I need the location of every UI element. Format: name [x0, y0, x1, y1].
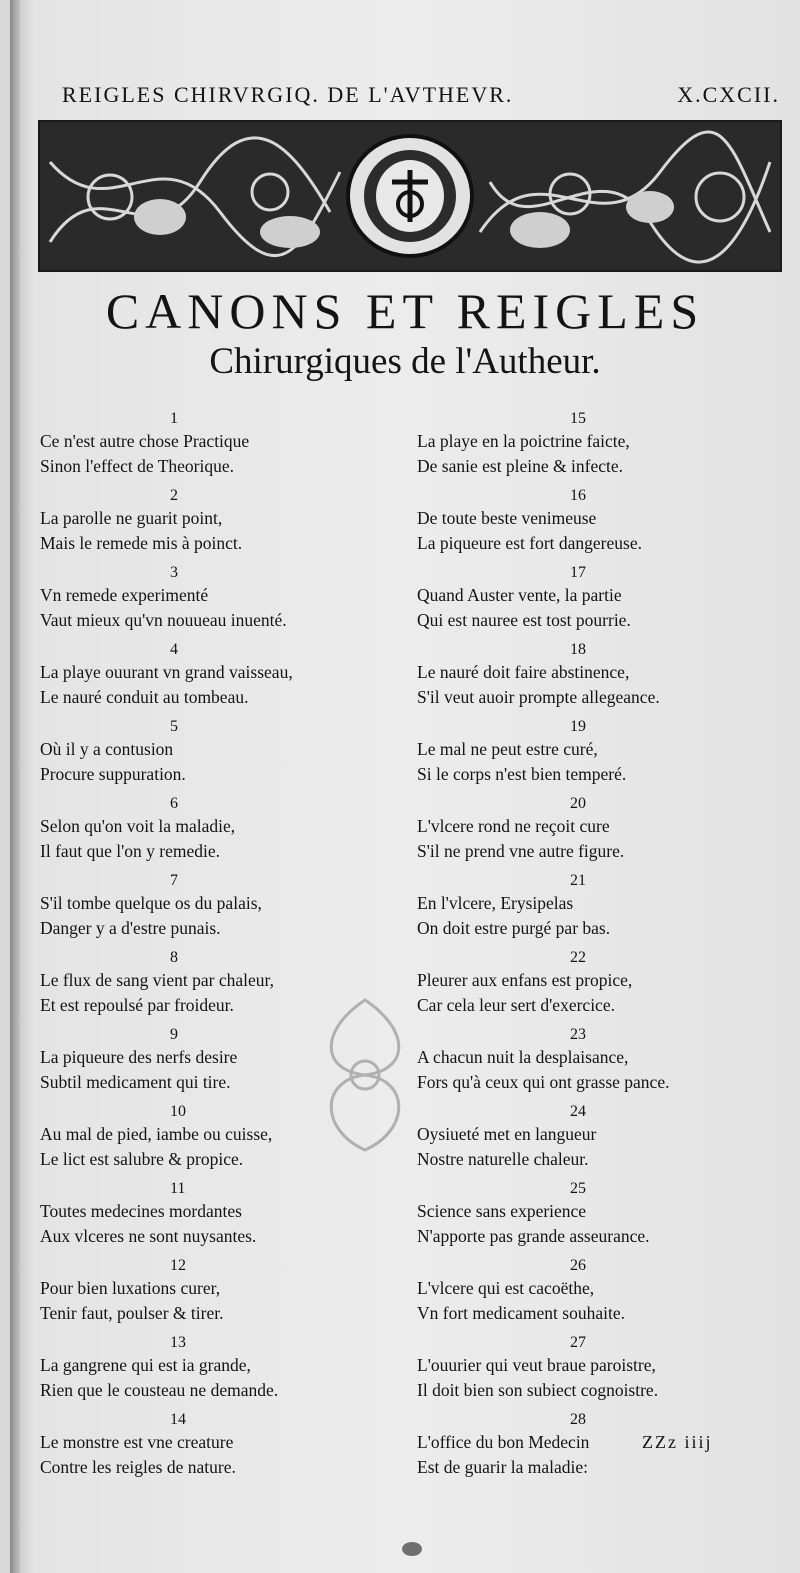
canon-number: 13 — [170, 1334, 186, 1351]
decorative-headpiece — [38, 120, 782, 272]
canon-line: Si le corps n'est bien temperé. — [417, 764, 627, 784]
canon-number: 24 — [570, 1103, 586, 1120]
signature-mark: ZZz iiij — [642, 1432, 713, 1452]
canon-number: 27 — [570, 1334, 586, 1351]
canon-line: Le nauré doit faire abstinence, — [417, 662, 630, 682]
canon-line: Selon qu'on voit la maladie, — [40, 816, 236, 836]
canon-line: De sanie est pleine & infecte. — [417, 456, 624, 476]
canon-number: 3 — [170, 564, 178, 581]
canon-line: Le nauré conduit au tombeau. — [40, 687, 249, 707]
canon-entry — [405, 869, 785, 946]
canon-line: N'apporte pas grande asseurance. — [417, 1226, 650, 1246]
canon-line: Le mal ne peut estre curé, — [417, 739, 598, 759]
canon-number: 14 — [170, 1411, 186, 1428]
canon-line: S'il tombe quelque os du palais, — [40, 893, 262, 913]
canon-entry — [405, 1331, 785, 1408]
canon-entry — [405, 638, 785, 715]
canon-line: Pour bien luxations curer, — [40, 1278, 221, 1298]
canon-entry — [40, 1408, 390, 1485]
canon-number: 11 — [170, 1180, 186, 1197]
canon-line: Sinon l'effect de Theorique. — [40, 456, 234, 476]
canon-line: Qui est nauree est tost pourrie. — [417, 610, 631, 630]
canon-number: 21 — [570, 872, 586, 889]
canon-line: Oysiueté met en langueur — [417, 1124, 597, 1144]
book-page — [10, 0, 800, 1573]
canon-line: Aux vlceres ne sont nuysantes. — [40, 1226, 257, 1246]
canon-number: 25 — [570, 1180, 586, 1197]
canon-line: Le lict est salubre & propice. — [40, 1149, 244, 1169]
canon-line: Tenir faut, poulser & tirer. — [40, 1303, 224, 1323]
canon-line: Subtil medicament qui tire. — [40, 1072, 231, 1092]
canon-number: 28 — [570, 1411, 586, 1428]
canon-entry — [405, 1408, 785, 1485]
canon-entry — [40, 1177, 390, 1254]
canon-line: Il doit bien son subiect cognoistre. — [417, 1380, 659, 1400]
canon-line: Vn remede experimenté — [40, 585, 209, 605]
canon-number: 8 — [170, 949, 178, 966]
canon-number: 17 — [570, 564, 586, 581]
canon-number: 20 — [570, 795, 586, 812]
page-subtitle: Chirurgiques de l'Autheur. — [209, 341, 601, 382]
canon-entry — [405, 1023, 785, 1100]
canon-entry — [40, 946, 390, 1023]
canon-line: Ce n'est autre chose Practique — [40, 431, 250, 451]
canon-line: Science sans experience — [417, 1201, 587, 1221]
canon-number: 1 — [170, 410, 178, 427]
canon-line: Pleurer aux enfans est propice, — [417, 970, 633, 990]
canon-line: Nostre naturelle chaleur. — [417, 1149, 589, 1169]
canons-left-column — [40, 407, 390, 1485]
canon-entry — [40, 1331, 390, 1408]
canon-entry — [405, 407, 785, 484]
canon-number: 22 — [570, 949, 586, 966]
canon-line: La gangrene qui est ia grande, — [40, 1355, 251, 1375]
canon-line: La piqueure des nerfs desire — [40, 1047, 238, 1067]
headpiece-engraving-icon — [40, 122, 780, 270]
canon-line: L'vlcere qui est cacoëthe, — [417, 1278, 595, 1298]
canon-entry — [405, 1100, 785, 1177]
canon-entry — [40, 715, 390, 792]
canon-entry — [40, 638, 390, 715]
canon-line: Rien que le cousteau ne demande. — [40, 1380, 279, 1400]
canon-line: L'vlcere rond ne reçoit cure — [417, 816, 610, 836]
canon-line: Où il y a contusion — [40, 739, 174, 759]
canon-line: La playe en la poictrine faicte, — [417, 431, 630, 451]
canon-entry — [40, 1254, 390, 1331]
canon-entry — [405, 561, 785, 638]
canon-line: L'ouurier qui veut braue paroistre, — [417, 1355, 656, 1375]
canon-line: Vn fort medicament souhaite. — [417, 1303, 625, 1323]
canon-line: La parolle ne guarit point, — [40, 508, 223, 528]
canon-number: 7 — [170, 872, 178, 889]
canon-entry — [405, 715, 785, 792]
canon-number: 26 — [570, 1257, 586, 1274]
canon-line: Est de guarir la maladie: — [417, 1457, 589, 1477]
canon-line: S'il veut auoir prompte allegeance. — [417, 687, 660, 707]
canon-line: Au mal de pied, iambe ou cuisse, — [40, 1124, 273, 1144]
canon-entry — [40, 1100, 390, 1177]
canon-line: S'il ne prend vne autre figure. — [417, 841, 625, 861]
canon-line: Quand Auster vente, la partie — [417, 585, 622, 605]
canon-entry — [405, 792, 785, 869]
canon-entry — [40, 561, 390, 638]
canon-line: Car cela leur sert d'exercice. — [417, 995, 615, 1015]
canon-number: 6 — [170, 795, 178, 812]
ink-blot-icon — [402, 1542, 422, 1556]
canon-line: De toute beste venimeuse — [417, 508, 597, 528]
canon-number: 10 — [170, 1103, 186, 1120]
canon-line: A chacun nuit la desplaisance, — [417, 1047, 629, 1067]
canon-number: 12 — [170, 1257, 186, 1274]
canon-number: 23 — [570, 1026, 586, 1043]
canon-line: Fors qu'à ceux qui ont grasse pance. — [417, 1072, 670, 1092]
canon-number: 15 — [570, 410, 586, 427]
canons-right-column — [405, 407, 785, 1485]
canon-number: 18 — [570, 641, 586, 658]
canon-entry — [405, 1177, 785, 1254]
canon-number: 2 — [170, 487, 178, 504]
page-title: CANONS ET REIGLES — [105, 283, 705, 339]
canon-line: Procure suppuration. — [40, 764, 186, 784]
canon-line: On doit estre purgé par bas. — [417, 918, 611, 938]
canon-entry — [40, 407, 390, 484]
canon-line: Danger y a d'estre punais. — [40, 918, 221, 938]
canon-entry — [40, 1023, 390, 1100]
canon-line: Le flux de sang vient par chaleur, — [40, 970, 274, 990]
canon-number: 5 — [170, 718, 178, 735]
canon-number: 16 — [570, 487, 586, 504]
folio-number: X.CXCII. — [677, 82, 780, 107]
canon-entry — [40, 792, 390, 869]
canon-line: La piqueure est fort dangereuse. — [417, 533, 642, 553]
canon-line: Et est repoulsé par froideur. — [40, 995, 234, 1015]
canon-line: En l'vlcere, Erysipelas — [417, 893, 574, 913]
page-gutter-shadow — [10, 0, 20, 1573]
canon-number: 9 — [170, 1026, 178, 1043]
canon-line: Vaut mieux qu'vn nouueau inuenté. — [40, 610, 287, 630]
canon-number: 19 — [570, 718, 586, 735]
canon-line: Mais le remede mis à poinct. — [40, 533, 243, 553]
running-title: REIGLES CHIRVRGIQ. DE L'AVTHEVR. — [62, 82, 514, 107]
canon-entry — [40, 484, 390, 561]
canon-line: Contre les reigles de nature. — [40, 1457, 236, 1477]
canon-entry — [405, 1254, 785, 1331]
canon-line: L'office du bon Medecin — [417, 1432, 590, 1452]
canon-entry — [40, 869, 390, 946]
canon-entry — [405, 484, 785, 561]
canon-entry — [405, 946, 785, 1023]
canon-line: Le monstre est vne creature — [40, 1432, 234, 1452]
canon-line: La playe ouurant vn grand vaisseau, — [40, 662, 293, 682]
canon-number: 4 — [170, 641, 178, 658]
canon-line: Il faut que l'on y remedie. — [40, 841, 221, 861]
canon-line: Toutes medecines mordantes — [40, 1201, 242, 1221]
